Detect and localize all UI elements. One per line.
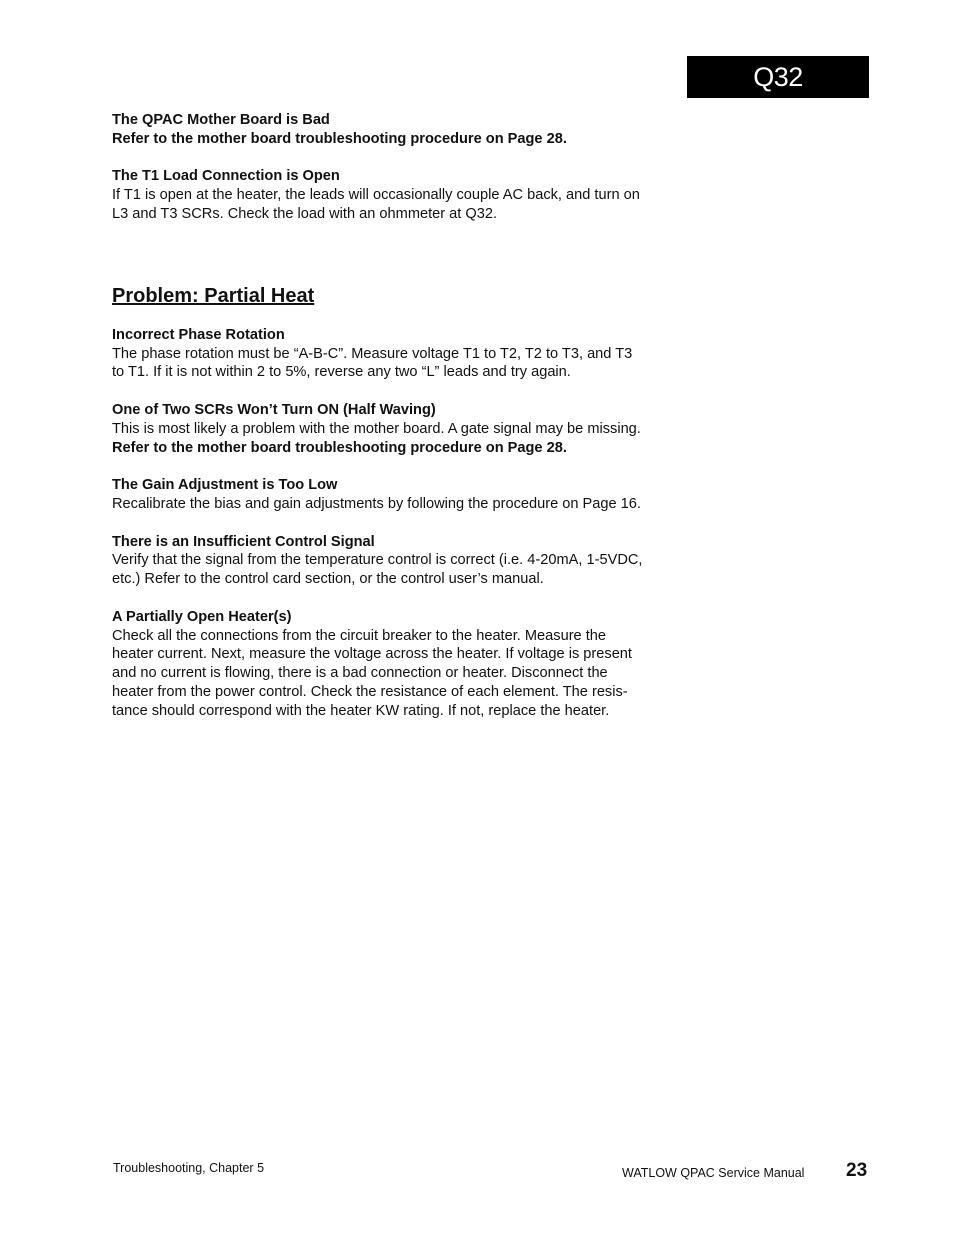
- page-number: 23: [846, 1160, 868, 1181]
- section-title: The Gain Adjustment is Too Low: [112, 477, 338, 494]
- section-title: Incorrect Phase Rotation: [112, 326, 285, 343]
- section-reference: Refer to the mother board troubleshooting procedure on Page 28.: [112, 130, 567, 147]
- body-line: heater current. Next, measure the voltage across the heater. If voltage is present: [112, 646, 632, 663]
- footer-chapter: Troubleshooting, Chapter 5: [113, 1161, 265, 1175]
- section-title: One of Two SCRs Won’t Turn ON (Half Waving): [112, 401, 436, 418]
- body-line: Recalibrate the bias and gain adjustments by following the procedure on Page 16.: [112, 495, 641, 512]
- page-content: [112, 111, 692, 721]
- problem-heading: Problem: Partial Heat: [112, 284, 315, 307]
- body-line: etc.) Refer to the control card section, or the control user’s manual.: [112, 571, 544, 588]
- body-line: and no current is flowing, there is a bad connection or heater. Disconnect the: [112, 665, 608, 682]
- footer-manual-title: WATLOW QPAC Service Manual: [622, 1166, 805, 1180]
- body-line: tance should correspond with the heater KW rating. If not, replace the heater.: [112, 702, 610, 719]
- body-line: The phase rotation must be “A-B-C”. Measure voltage T1 to T2, T2 to T3, and T3: [112, 345, 633, 362]
- body-line: This is most likely a problem with the mother board. A gate signal may be missing.: [112, 420, 641, 437]
- body-line: Verify that the signal from the temperature control is correct (i.e. 4-20mA, 1-5VDC,: [112, 552, 643, 569]
- section-tab: Q32: [687, 56, 869, 98]
- section-reference: Refer to the mother board troubleshooting procedure on Page 28.: [112, 439, 567, 456]
- section-title: A Partially Open Heater(s): [112, 608, 292, 625]
- body-line: heater from the power control. Check the resistance of each element. The resis-: [112, 683, 628, 700]
- body-line: If T1 is open at the heater, the leads will occasionally couple AC back, and turn on: [112, 187, 640, 204]
- body-line: L3 and T3 SCRs. Check the load with an ohmmeter at Q32.: [112, 205, 498, 222]
- section-title: The QPAC Mother Board is Bad: [112, 112, 330, 128]
- body-line: Check all the connections from the circuit breaker to the heater. Measure the: [112, 627, 607, 644]
- section-title: There is an Insufficient Control Signal: [112, 533, 375, 550]
- body-line: to T1. If it is not within 2 to 5%, reverse any two “L” leads and try again.: [112, 364, 571, 381]
- section-title: The T1 Load Connection is Open: [112, 168, 340, 185]
